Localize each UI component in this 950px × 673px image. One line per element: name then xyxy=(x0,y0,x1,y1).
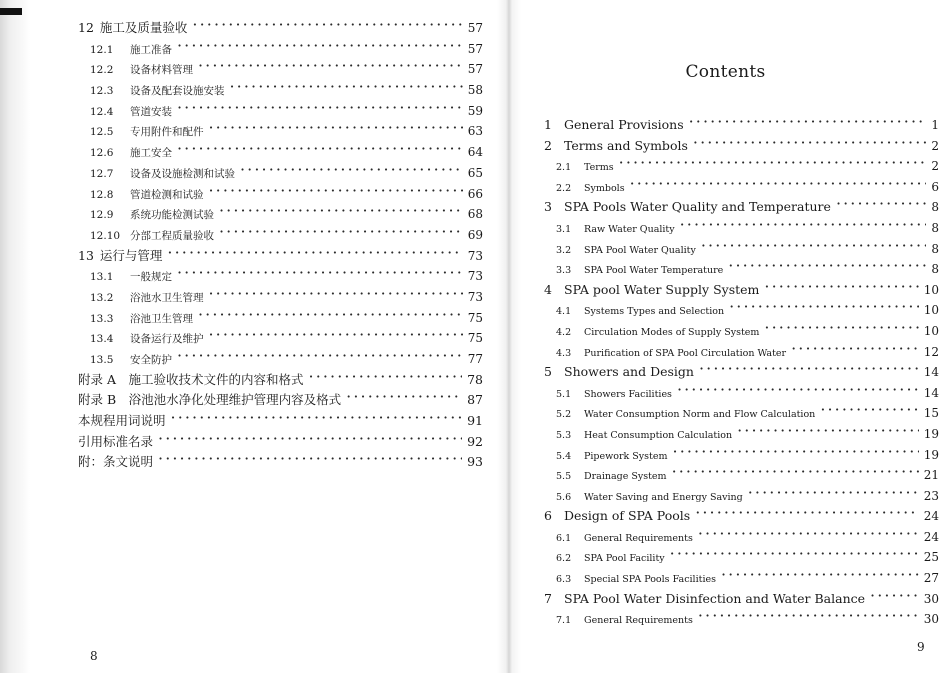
dot-leader xyxy=(158,449,462,468)
toc-entry xyxy=(78,100,483,121)
toc-entry xyxy=(78,265,483,286)
toc-entry-title: Terms xyxy=(584,162,614,174)
toc-entry xyxy=(544,546,939,567)
toc-entry-page: 14 xyxy=(923,385,939,400)
dot-leader xyxy=(619,153,927,172)
binding-mark xyxy=(0,8,22,15)
toc-entry xyxy=(544,423,939,444)
toc-entry-number: 12.4 xyxy=(90,105,114,118)
toc-entry-number: 13.2 xyxy=(90,291,114,304)
toc-entry-title: 施工及质量验收 xyxy=(99,20,188,35)
toc-entry xyxy=(78,79,483,100)
toc-entry xyxy=(544,526,939,547)
dot-leader xyxy=(219,201,463,220)
toc-entry-title: Purification of SPA Pool Circulation Water xyxy=(584,347,787,359)
toc-entry-number: 5.1 xyxy=(556,388,572,400)
dot-leader xyxy=(209,284,463,303)
toc-entry-title: 设备及设施检测和试验 xyxy=(130,167,235,180)
toc-entry-page: 57 xyxy=(467,21,483,35)
toc-entry-title: Design of SPA Pools xyxy=(564,508,691,524)
toc-entry-page: 2 xyxy=(931,159,939,174)
dot-leader xyxy=(309,367,463,386)
toc-entry-title: 设备运行及维护 xyxy=(130,333,204,346)
toc-entry-number: 12.9 xyxy=(90,209,114,222)
toc-list-chinese xyxy=(78,17,483,472)
dot-leader xyxy=(680,215,927,234)
toc-entry-number: 4 xyxy=(544,281,552,297)
toc-entry-number: 6.1 xyxy=(556,532,572,544)
dot-leader xyxy=(198,56,463,75)
toc-entry-page: 57 xyxy=(467,62,483,77)
toc-entry xyxy=(78,17,483,38)
toc-entry-title: SPA Pool Water Disinfection and Water Balance xyxy=(564,590,866,606)
page-number-right: 9 xyxy=(917,640,925,654)
toc-entry-page: 93 xyxy=(467,454,483,470)
dot-leader xyxy=(177,346,463,365)
dot-leader xyxy=(192,15,462,34)
toc-entry-number: 13 xyxy=(78,247,94,263)
toc-entry-page: 24 xyxy=(923,509,939,524)
toc-entry-page: 8 xyxy=(931,241,939,256)
toc-entry xyxy=(78,141,483,162)
dot-leader xyxy=(721,565,919,584)
toc-entry-number: 12.3 xyxy=(90,85,114,98)
toc-entry-page: 73 xyxy=(467,289,483,304)
toc-entry-title: 浴池水卫生管理 xyxy=(130,291,204,304)
right-page xyxy=(521,0,950,673)
toc-entry-number: 5.4 xyxy=(556,450,572,462)
toc-entry xyxy=(78,224,483,245)
toc-entry xyxy=(544,320,939,341)
toc-entry-number: 4.1 xyxy=(556,306,572,318)
dot-leader xyxy=(240,160,463,179)
dot-leader xyxy=(673,442,919,461)
dot-leader xyxy=(699,359,919,378)
binding-edge-shadow xyxy=(0,0,30,673)
toc-entry-title: General Requirements xyxy=(584,532,693,544)
toc-entry-title: Drainage System xyxy=(584,471,667,483)
toc-entry-page: 12 xyxy=(923,344,939,359)
toc-entry-page: 19 xyxy=(923,426,939,441)
toc-entry-title: 本规程用词说明 xyxy=(78,413,166,429)
toc-entry-title: Heat Consumption Calculation xyxy=(584,429,733,441)
toc-entry-title: 附录 A 施工验收技术文件的内容和格式 xyxy=(78,371,304,387)
toc-entry xyxy=(544,382,939,403)
toc-entry-title: 施工安全 xyxy=(130,147,172,160)
dot-leader xyxy=(748,483,919,502)
toc-entry-number: 7 xyxy=(544,590,552,606)
toc-entry-title: Symbols xyxy=(584,182,625,194)
toc-entry-number: 1 xyxy=(544,117,552,132)
toc-entry-page: 75 xyxy=(467,310,483,325)
toc-entry-title: 管道检测和试验 xyxy=(130,188,204,201)
toc-entry-number: 3.2 xyxy=(556,244,572,256)
dot-leader xyxy=(209,118,463,137)
toc-entry-number: 13.4 xyxy=(90,333,114,346)
toc-entry-page: 68 xyxy=(467,207,483,222)
toc-entry xyxy=(544,279,939,300)
toc-entry-page: 27 xyxy=(923,571,939,586)
toc-entry-page: 25 xyxy=(923,550,939,565)
toc-entry xyxy=(78,431,483,452)
toc-entry-title: General Provisions xyxy=(564,117,684,132)
dot-leader xyxy=(177,98,463,117)
toc-entry xyxy=(544,361,939,382)
toc-entry-page: 8 xyxy=(931,200,939,215)
dot-leader xyxy=(219,222,463,241)
toc-entry-page: 78 xyxy=(467,371,483,387)
dot-leader xyxy=(764,318,918,337)
dot-leader xyxy=(695,503,919,522)
toc-entry-title: 附录 B 浴池池水净化处理维护管理内容及格式 xyxy=(78,392,342,408)
toc-entry xyxy=(544,196,939,217)
toc-entry-title: 管道安装 xyxy=(130,105,172,118)
toc-entry-title: 安全防护 xyxy=(130,354,172,366)
toc-entry-title: 附：条文说明 xyxy=(78,454,154,470)
toc-entry-title: Pipework System xyxy=(584,450,668,462)
toc-entry-title: Systems Types and Selection xyxy=(584,306,725,318)
toc-entry-page: 64 xyxy=(467,145,483,160)
toc-entry xyxy=(78,183,483,204)
toc-entry-title: Water Consumption Norm and Flow Calculation xyxy=(584,409,816,421)
toc-entry-number: 12.8 xyxy=(90,188,114,201)
toc-entry-title: Raw Water Quality xyxy=(584,223,675,235)
toc-entry xyxy=(78,307,483,328)
toc-entry xyxy=(78,410,483,431)
toc-entry-title: 专用附件和配件 xyxy=(130,126,204,139)
toc-entry-page: 8 xyxy=(931,220,939,235)
toc-entry xyxy=(544,608,939,629)
toc-entry-number: 7.1 xyxy=(556,615,572,627)
dot-leader xyxy=(209,181,463,200)
toc-entry-page: 73 xyxy=(467,269,483,284)
toc-entry-page: 87 xyxy=(467,392,483,408)
toc-entry xyxy=(78,348,483,369)
dot-leader xyxy=(346,387,462,406)
toc-entry-title: SPA Pool Facility xyxy=(584,553,665,565)
dot-leader xyxy=(698,606,919,625)
toc-entry xyxy=(544,135,939,156)
toc-entry-page: 23 xyxy=(923,488,939,503)
toc-entry-title: 设备及配套设施安装 xyxy=(130,85,225,98)
toc-entry xyxy=(78,38,483,59)
toc-entry-title: 分部工程质量验收 xyxy=(130,229,214,242)
toc-entry-number: 2.1 xyxy=(556,162,572,174)
toc-entry-page: 63 xyxy=(467,124,483,139)
toc-entry-title: Special SPA Pools Facilities xyxy=(584,574,716,586)
toc-entry-page: 73 xyxy=(467,248,483,263)
toc-entry-page: 59 xyxy=(467,103,483,118)
dot-leader xyxy=(670,544,919,563)
toc-entry xyxy=(78,369,483,390)
toc-entry-title: Showers and Design xyxy=(564,364,694,380)
toc-entry-number: 12.6 xyxy=(90,147,114,160)
dot-leader xyxy=(209,325,463,344)
toc-entry-number: 5.5 xyxy=(556,471,572,483)
toc-entry-number: 13.3 xyxy=(90,312,114,325)
toc-entry-title: 系统功能检测试验 xyxy=(130,209,214,222)
toc-entry-title: General Requirements xyxy=(584,615,693,627)
dot-leader xyxy=(158,429,462,448)
dot-leader xyxy=(729,297,919,316)
toc-entry-page: 21 xyxy=(923,468,939,483)
toc-entry-title: SPA Pool Water Temperature xyxy=(584,265,724,277)
toc-entry xyxy=(544,444,939,465)
toc-entry-title: SPA Pool Water Quality xyxy=(584,244,696,256)
toc-entry xyxy=(78,327,483,348)
toc-entry-title: Showers Facilities xyxy=(584,388,672,400)
toc-entry-title: Water Saving and Energy Saving xyxy=(584,491,743,503)
toc-entry xyxy=(78,245,483,266)
dot-leader xyxy=(698,524,919,543)
dot-leader xyxy=(764,277,918,296)
toc-entry-title: SPA pool Water Supply System xyxy=(564,281,760,297)
toc-entry-page: 66 xyxy=(467,186,483,201)
dot-leader xyxy=(230,77,463,96)
toc-entry-page: 57 xyxy=(467,41,483,56)
dot-leader xyxy=(171,408,463,427)
center-gutter xyxy=(497,0,521,673)
toc-entry-page: 58 xyxy=(467,83,483,98)
dot-leader xyxy=(198,305,463,324)
toc-entry-page: 30 xyxy=(923,591,939,606)
dot-leader xyxy=(836,194,926,213)
left-page xyxy=(30,0,497,673)
toc-list-english xyxy=(544,114,939,629)
toc-entry-title: Circulation Modes of Supply System xyxy=(584,326,760,338)
dot-leader xyxy=(791,339,919,358)
dot-leader xyxy=(672,462,919,481)
toc-entry-number: 12.7 xyxy=(90,167,114,180)
toc-entry-page: 77 xyxy=(467,352,483,366)
toc-entry-number: 4.2 xyxy=(556,326,572,338)
toc-entry-page: 75 xyxy=(467,331,483,346)
toc-entry-title: 一般规定 xyxy=(130,271,172,284)
toc-entry-number: 12.2 xyxy=(90,64,114,77)
dot-leader xyxy=(870,586,919,605)
toc-entry xyxy=(544,114,939,135)
dot-leader xyxy=(167,243,462,262)
toc-entry-page: 92 xyxy=(467,433,483,449)
toc-entry-page: 14 xyxy=(923,365,939,380)
toc-entry-number: 12.5 xyxy=(90,126,114,139)
toc-entry xyxy=(544,567,939,588)
dot-leader xyxy=(693,133,926,152)
dot-leader xyxy=(701,236,927,255)
toc-entry xyxy=(544,176,939,197)
toc-entry xyxy=(544,464,939,485)
toc-entry-number: 13.5 xyxy=(90,354,114,366)
toc-entry xyxy=(544,341,939,362)
toc-entry xyxy=(544,299,939,320)
dot-leader xyxy=(728,256,926,275)
toc-entry-page: 19 xyxy=(923,447,939,462)
dot-leader xyxy=(820,400,918,419)
toc-entry-page: 65 xyxy=(467,165,483,180)
toc-entry-title: Terms and Symbols xyxy=(564,137,688,153)
toc-entry xyxy=(78,120,483,141)
toc-entry xyxy=(544,402,939,423)
toc-entry xyxy=(78,203,483,224)
dot-leader xyxy=(737,421,919,440)
toc-entry-title: 引用标准名录 xyxy=(78,433,154,449)
toc-entry-page: 10 xyxy=(923,323,939,338)
toc-entry xyxy=(544,217,939,238)
toc-entry xyxy=(78,162,483,183)
toc-entry-number: 6.3 xyxy=(556,574,572,586)
toc-entry xyxy=(544,258,939,279)
toc-entry-page: 10 xyxy=(923,282,939,297)
contents-heading: Contents xyxy=(685,62,766,82)
toc-entry-page: 8 xyxy=(931,262,939,277)
toc-entry-page: 91 xyxy=(467,413,483,429)
toc-entry-number: 12.1 xyxy=(90,43,114,56)
toc-entry-title: 浴池卫生管理 xyxy=(130,312,193,325)
toc-entry-number: 3 xyxy=(544,199,552,215)
toc-entry xyxy=(544,505,939,526)
toc-entry xyxy=(78,389,483,410)
toc-entry xyxy=(544,588,939,609)
toc-entry-number: 6 xyxy=(544,508,552,524)
toc-entry-number: 12.10 xyxy=(90,229,121,242)
toc-entry-number: 12 xyxy=(78,20,94,35)
toc-entry-number: 5.2 xyxy=(556,409,572,421)
toc-entry-number: 5.6 xyxy=(556,491,572,503)
toc-entry-number: 13.1 xyxy=(90,271,114,284)
toc-entry-page: 24 xyxy=(923,529,939,544)
toc-entry-page: 2 xyxy=(931,138,939,153)
toc-entry-title: 施工准备 xyxy=(130,43,172,56)
toc-entry xyxy=(78,451,483,472)
dot-leader xyxy=(177,139,463,158)
dot-leader xyxy=(677,380,919,399)
toc-entry-number: 3.1 xyxy=(556,223,572,235)
toc-entry-number: 4.3 xyxy=(556,347,572,359)
toc-entry-page: 6 xyxy=(931,179,939,194)
toc-entry-title: 设备材料管理 xyxy=(130,64,193,77)
toc-entry xyxy=(78,286,483,307)
toc-entry xyxy=(544,485,939,506)
toc-entry-title: SPA Pools Water Quality and Temperature xyxy=(564,199,831,215)
dot-leader xyxy=(689,112,927,131)
toc-entry-page: 15 xyxy=(923,406,939,421)
toc-entry xyxy=(78,58,483,79)
toc-entry-number: 5.3 xyxy=(556,429,572,441)
toc-entry xyxy=(544,155,939,176)
toc-entry-number: 5 xyxy=(544,364,552,380)
toc-entry-number: 3.3 xyxy=(556,265,572,277)
toc-entry-page: 1 xyxy=(931,118,939,132)
toc-entry-number: 2.2 xyxy=(556,182,572,194)
toc-entry-title: 运行与管理 xyxy=(99,247,163,263)
dot-leader xyxy=(177,36,463,55)
toc-entry-page: 30 xyxy=(923,612,939,627)
page-number-left: 8 xyxy=(90,649,98,663)
toc-entry-page: 10 xyxy=(923,303,939,318)
dot-leader xyxy=(630,174,927,193)
toc-entry-number: 6.2 xyxy=(556,553,572,565)
dot-leader xyxy=(177,263,463,282)
toc-entry xyxy=(544,238,939,259)
toc-entry-page: 69 xyxy=(467,227,483,242)
toc-entry-number: 2 xyxy=(544,137,552,153)
